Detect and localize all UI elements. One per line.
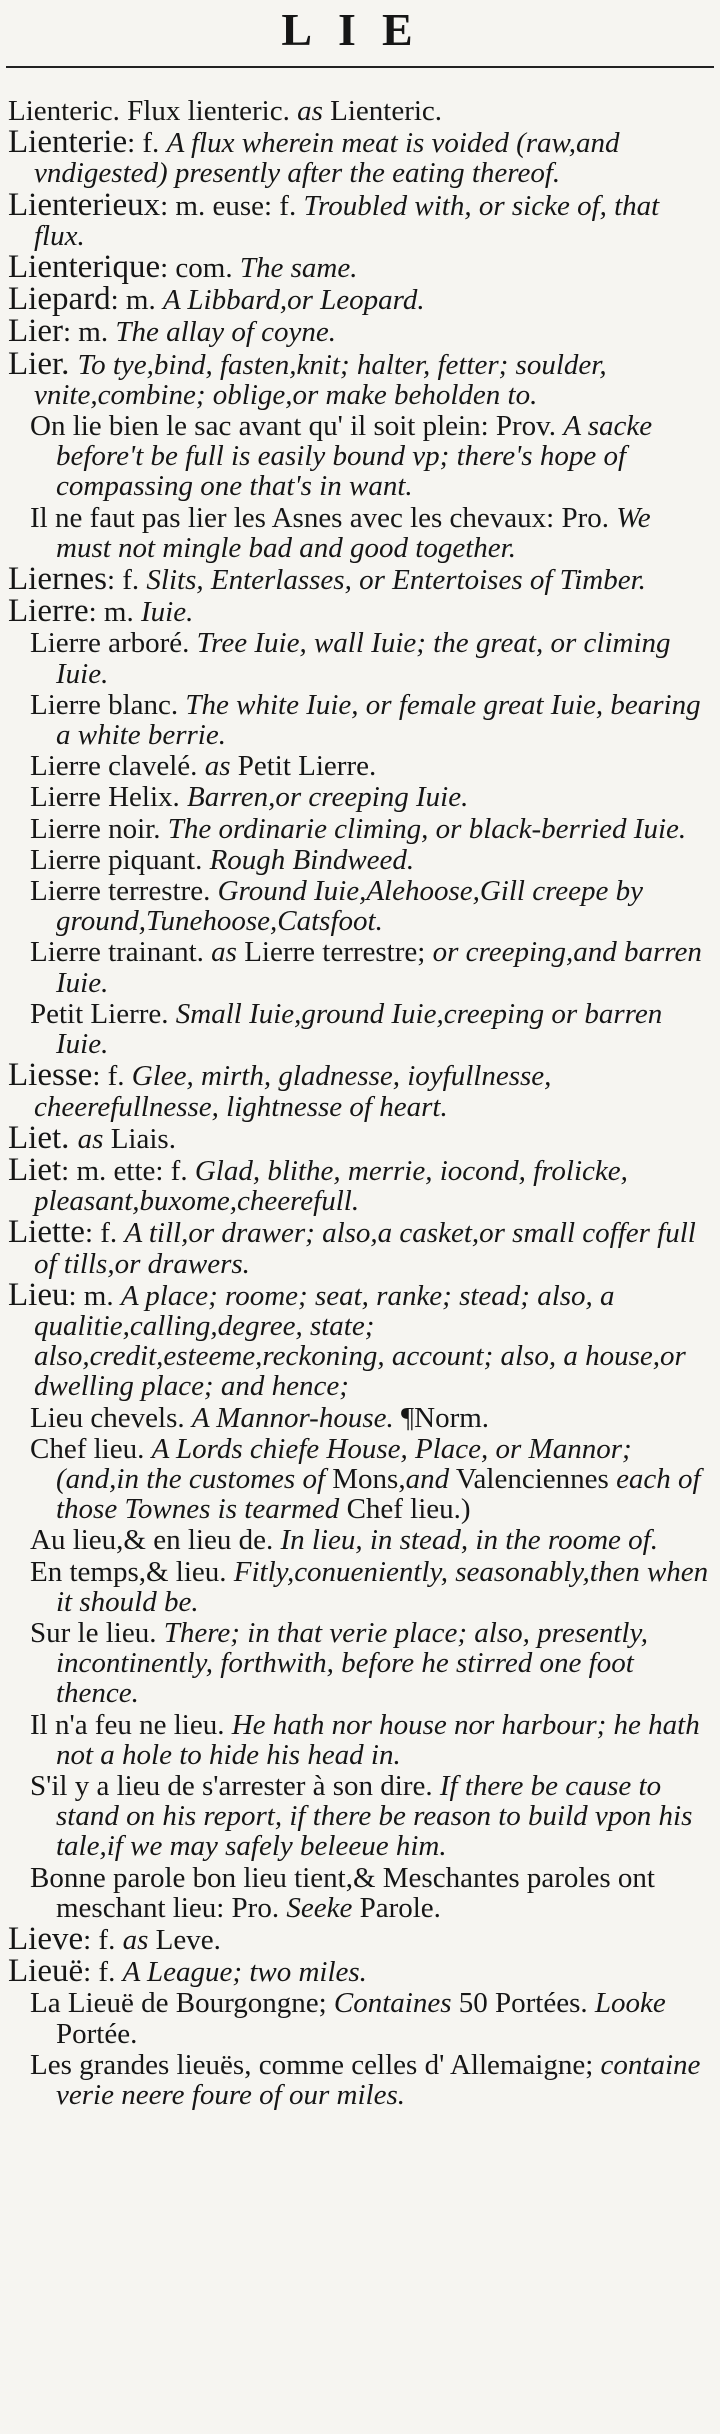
definition-text: as (204, 750, 231, 783)
entry-text: : f. (106, 564, 147, 597)
definition-text: In lieu, in stead, in the roome of. (280, 1524, 658, 1557)
entry (8, 1214, 710, 1280)
entry (8, 281, 710, 318)
entry (8, 124, 710, 190)
headword: Lienteric. Flux lienteric. (8, 95, 298, 127)
definition-text: The same. (239, 252, 358, 285)
headword: Lier. (8, 345, 78, 382)
headword: La Lieuë de Bourgongne; (30, 1987, 334, 2020)
entry-text: : m. (110, 284, 163, 317)
sub-entry (8, 2050, 710, 2110)
entry-text: Valenciennes (449, 1462, 617, 1495)
definition-text: as (77, 1122, 104, 1155)
headword: Lieu (8, 1276, 69, 1313)
entry-text: : f. (83, 1956, 123, 1989)
headword: Lierre trainant. (30, 936, 212, 969)
headword: Lierre arboré. (30, 627, 197, 660)
headword: Liet (8, 1151, 62, 1188)
entry-text: : m. euse: f. (160, 189, 304, 222)
definition-text: A Mannor-house. (191, 1401, 394, 1434)
headword: Lierre clavelé. (30, 750, 205, 783)
headword: Liesse (8, 1057, 93, 1094)
entry-text: : m. (88, 596, 141, 629)
sub-entry (8, 1525, 710, 1555)
sub-entry (8, 937, 710, 997)
definition-text: or creeping,and barren Iuie. (56, 936, 702, 999)
entry-text: Lierre terrestre; (236, 936, 433, 969)
sub-entry (8, 845, 710, 875)
definition-text: as (297, 95, 323, 127)
entry-list (8, 96, 710, 2111)
entry (8, 96, 710, 126)
headword: Liette (8, 1214, 85, 1251)
definition-text: containe verie neere foure of our miles. (56, 2048, 701, 2111)
headword: Les grandes lieuës, comme celles d' Allemaigne; (30, 2048, 601, 2081)
entry-text: Parole. (352, 1891, 441, 1924)
definition-text: Iuie. (140, 596, 194, 629)
entry-text: : m. (62, 316, 116, 349)
sub-entry (8, 503, 710, 563)
entry-text: : m. ette: f. (61, 1154, 195, 1187)
headword: Liepard (8, 281, 111, 318)
definition-text: Small Iuie,ground Iuie,creeping or barren Iuie. (56, 997, 663, 1061)
entry (8, 561, 710, 598)
entry-text: : f. (92, 1060, 132, 1093)
entry-text: Chef lieu.) (339, 1493, 471, 1526)
entry-text: Liais. (103, 1122, 176, 1155)
sub-entry (8, 690, 710, 750)
sub-entry (8, 1863, 710, 1923)
entry (8, 313, 710, 350)
definition-text: A League; two miles. (122, 1956, 367, 1989)
definition-text: Looke (594, 1987, 666, 2020)
definition-text: A Libbard,or Leopard. (162, 284, 425, 317)
headword: Lienterique (8, 249, 161, 286)
definition-text: Barren,or creeping Iuie. (187, 781, 469, 814)
definition-text: If there be cause to stand on his report, if there be reason to build vpon his tale,if we may safely beleeue him. (56, 1769, 693, 1863)
headword: Lienterie (8, 124, 128, 161)
headword: Lierre Helix. (30, 781, 188, 814)
definition-text: A till,or drawer; also,a casket,or small coffer full of tills,or drawers. (34, 1217, 696, 1280)
definition-text: The allay of coyne. (115, 316, 337, 349)
sub-entry (8, 411, 710, 502)
sub-entry (8, 782, 710, 812)
sub-entry (8, 1771, 710, 1862)
definition-text: each of those Townes is tearmed (56, 1462, 701, 1526)
headword: Lienterieux (8, 186, 161, 223)
entry-text: Mons, (325, 1462, 406, 1495)
entry-text: Portée. (56, 2017, 138, 2050)
definition-text: Slits, Enterlasses, or Entertoises of Timber. (146, 564, 646, 597)
definition-text: The ordinarie climing, or black-berried Iuie. (167, 812, 687, 845)
headword: Bonne parole bon lieu tient,& Meschantes paroles ont meschant lieu: Pro. (30, 1861, 655, 1924)
definition-text: The white Iuie, or female great Iuie, bearing a white berrie. (56, 688, 701, 752)
headword: Lierre blanc. (30, 688, 186, 721)
definition-text: and (405, 1462, 450, 1495)
sub-entry (8, 751, 710, 781)
definition-text: There; in that verie place; also, presently, incontinently, forthwith, before he stirred one foot thence. (56, 1616, 648, 1710)
sub-entry (8, 628, 710, 688)
definition-text: A flux wherein meat is voided (raw,and vndigested) presently after the eating thereof. (34, 127, 620, 190)
entry-text: Lienteric. (322, 95, 443, 127)
headword: Liernes (8, 561, 107, 598)
sub-entry (8, 999, 710, 1059)
entry-text: Leve. (148, 1923, 221, 1956)
sub-entry (8, 814, 710, 844)
headword: On lie bien le sac avant qu' il soit plein: Prov. (30, 410, 564, 443)
entry (8, 1920, 710, 1957)
entry (8, 1057, 710, 1123)
entry-text: Petit Lierre. (230, 750, 377, 783)
sub-entry (8, 1403, 710, 1433)
headword: Chef lieu. (30, 1432, 152, 1465)
headword: Lierre (8, 593, 89, 630)
headword: Lieuë (8, 1953, 84, 1990)
headword: Au lieu,& en lieu de. (30, 1524, 281, 1557)
running-head: LIE (281, 4, 439, 55)
entry-text: : f. (84, 1217, 125, 1250)
definition-text: He hath nor house nor harbour; he hath not a hole to hide his head in. (56, 1708, 700, 1771)
definition-text: A sacke before't be full is easily bound vp; there's hope of compassing one that's in want. (56, 410, 653, 503)
sub-entry (8, 1557, 710, 1617)
entry-text: : f. (83, 1923, 123, 1956)
sub-entry (8, 1988, 710, 2048)
entry-text: ¶Norm. (393, 1401, 490, 1434)
definition-text: Seeke (286, 1891, 353, 1924)
headword: Lieve (8, 1920, 84, 1957)
definition-text: Fitly,conueniently, seasonably,then when it should be. (56, 1555, 709, 1618)
headword: Liet. (8, 1119, 78, 1156)
definition-text: Glee, mirth, gladnesse, ioyfullnesse, cheerefullnesse, lightnesse of heart. (34, 1060, 552, 1123)
headword: Lierre noir. (30, 812, 168, 845)
sub-entry (8, 1618, 710, 1709)
headword: Lierre terrestre. (30, 875, 218, 908)
entry (8, 1119, 710, 1156)
definition-text: Containes (333, 1987, 452, 2020)
entry-text: : com. (160, 252, 240, 285)
headword: Il ne faut pas lier les Asnes avec les chevaux: Pro. (30, 501, 617, 534)
definition-text: as (122, 1923, 149, 1956)
entry (8, 593, 710, 630)
headword: Petit Lierre. (30, 997, 176, 1030)
definition-text: We must not mingle bad and good together. (56, 501, 651, 564)
sub-entry (8, 1434, 710, 1525)
headword: Lieu chevels. (30, 1401, 192, 1434)
definition-text: as (211, 936, 237, 969)
headword: En temps,& lieu. (30, 1555, 234, 1588)
entry (8, 249, 710, 286)
entry (8, 345, 710, 411)
definition-text: A place; roome; seat, ranke; stead; also, a qualitie,calling,degree, state; also,credit,esteeme,reckoning, account; also, a house,or dwelling place; and hence; (34, 1279, 686, 1403)
entry-text: : f. (127, 127, 167, 160)
entry-text: 50 Portées. (451, 1987, 595, 2020)
sub-entry (8, 1710, 710, 1770)
definition-text: Tree Iuie, wall Iuie; the great, or climing Iuie. (56, 627, 671, 690)
definition-text: Glad, blithe, merrie, iocond, frolicke, pleasant,buxome,cheerefull. (34, 1154, 628, 1218)
definition-text: A Lords chiefe House, Place, or Mannor; (and,in the customes of (56, 1432, 632, 1495)
sub-entry (8, 876, 710, 936)
headword: S'il y a lieu de s'arrester à son dire. (30, 1769, 440, 1802)
headword: Lier (8, 313, 63, 350)
header-rule (6, 66, 714, 68)
definition-text: To tye,bind, fasten,knit; halter, fetter; soulder, vnite,combine; oblige,or make beholden to. (34, 348, 607, 411)
definition-text: Troubled with, or sicke of, that flux. (34, 189, 660, 252)
definition-text: Ground Iuie,Alehoose,Gill creepe by ground,Tunehoose,Catsfoot. (56, 875, 644, 938)
entry-text: : m. (68, 1279, 121, 1312)
definition-text: Rough Bindweed. (209, 843, 415, 876)
entry (8, 1953, 710, 1990)
entry (8, 1151, 710, 1218)
entry (8, 1276, 710, 1403)
headword: Sur le lieu. (30, 1616, 164, 1649)
headword: Il n'a feu ne lieu. (30, 1708, 232, 1741)
entry (8, 186, 710, 252)
headword: Lierre piquant. (30, 843, 210, 876)
